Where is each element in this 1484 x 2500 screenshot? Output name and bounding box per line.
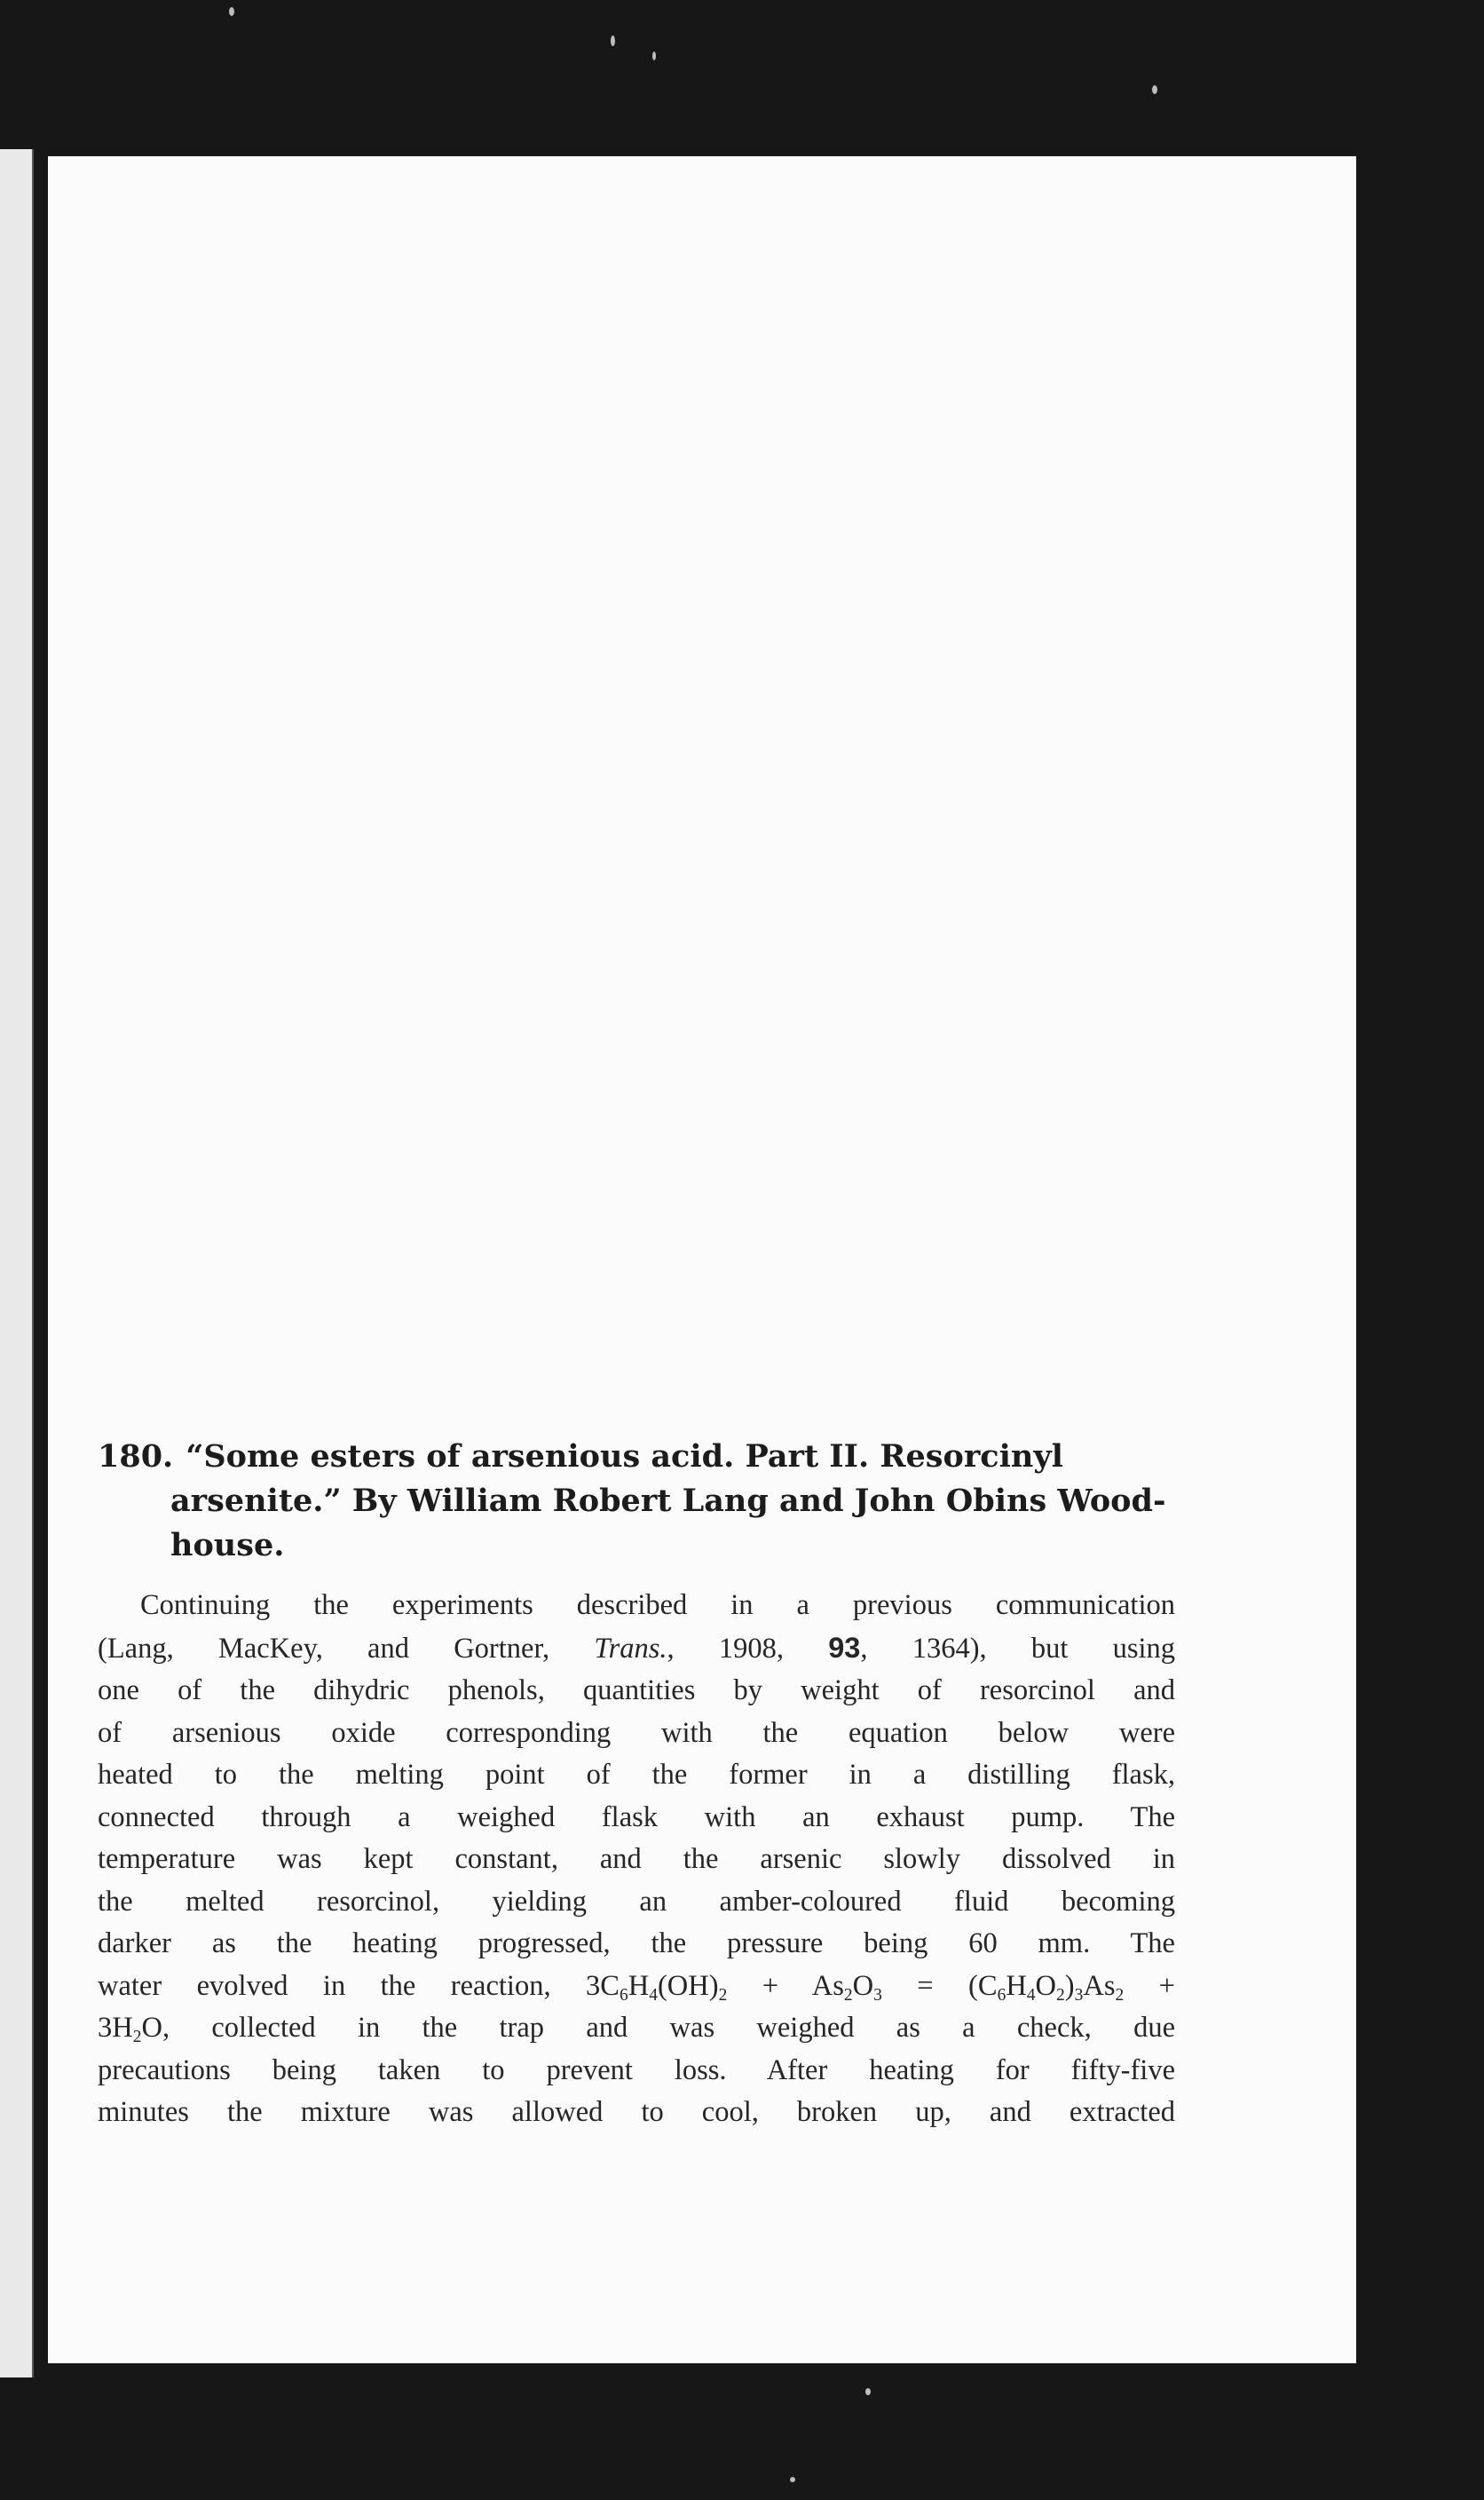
chemical-equation: $3C_6H_4(OH)_2 + As_2O_3 = (C_6H_4O_2)_3As_2$ + [586,1969,1176,2005]
body-line-equation: water evolved in the reaction, $3C_6H_4(OH)_2 + As_2O_3 = (C_6H_4O_2)_3As_2$ + [98,1969,1176,2005]
dust-speck [790,2477,795,2482]
body-line: connected through a weighed flask with an exhaust pump. The [98,1800,1175,1833]
article-heading [98,1435,1175,1568]
volume-number: 93 [828,1631,861,1664]
article-title-line-2: arsenite.” By William Robert Lang and John Obins Wood- [170,1483,1166,1519]
article-title-line-3: house. [170,1527,285,1563]
dust-speck [865,2388,871,2395]
adjacent-page-edge [0,149,34,2377]
dust-speck [1152,85,1157,94]
body-line: one of the dihydric phenols, quantities by weight of resorcinol and [98,1674,1175,1706]
body-line-citation: (Lang, MacKey, and Gortner, Trans., 1908, 93, 1364), but using [98,1631,1176,1665]
dust-speck [611,36,615,46]
body-line: heated to the melting point of the former in a distilling flask, [98,1759,1175,1791]
body-line: the melted resorcinol, yielding an amber-coloured fluid becoming [98,1885,1175,1918]
journal-name: Trans. [594,1632,667,1665]
body-line: of arsenious oxide corresponding with the equation below were [98,1716,1175,1749]
dust-speck [652,51,656,60]
body-line: temperature was kept constant, and the arsenic slowly dissolved in [98,1843,1175,1875]
article-body [98,1585,1175,2134]
dust-speck [229,7,234,16]
article-number: 180. [98,1438,174,1475]
body-line: $3H_2O$, collected in the trap and was weighed as a check, due [98,2012,1175,2046]
body-line: Continuing the experiments described in a previous communication [140,1589,1175,1621]
body-line: darker as the heating progressed, the pressure being 60 mm. The [98,1927,1175,1959]
body-line: minutes the mixture was allowed to cool, broken up, and extracted [98,2096,1175,2128]
article-title-line-1: “Some esters of arsenious acid. Part II. Resorcinyl [186,1438,1063,1475]
body-line: precautions being taken to prevent loss. After heating for fifty-five [98,2053,1175,2086]
